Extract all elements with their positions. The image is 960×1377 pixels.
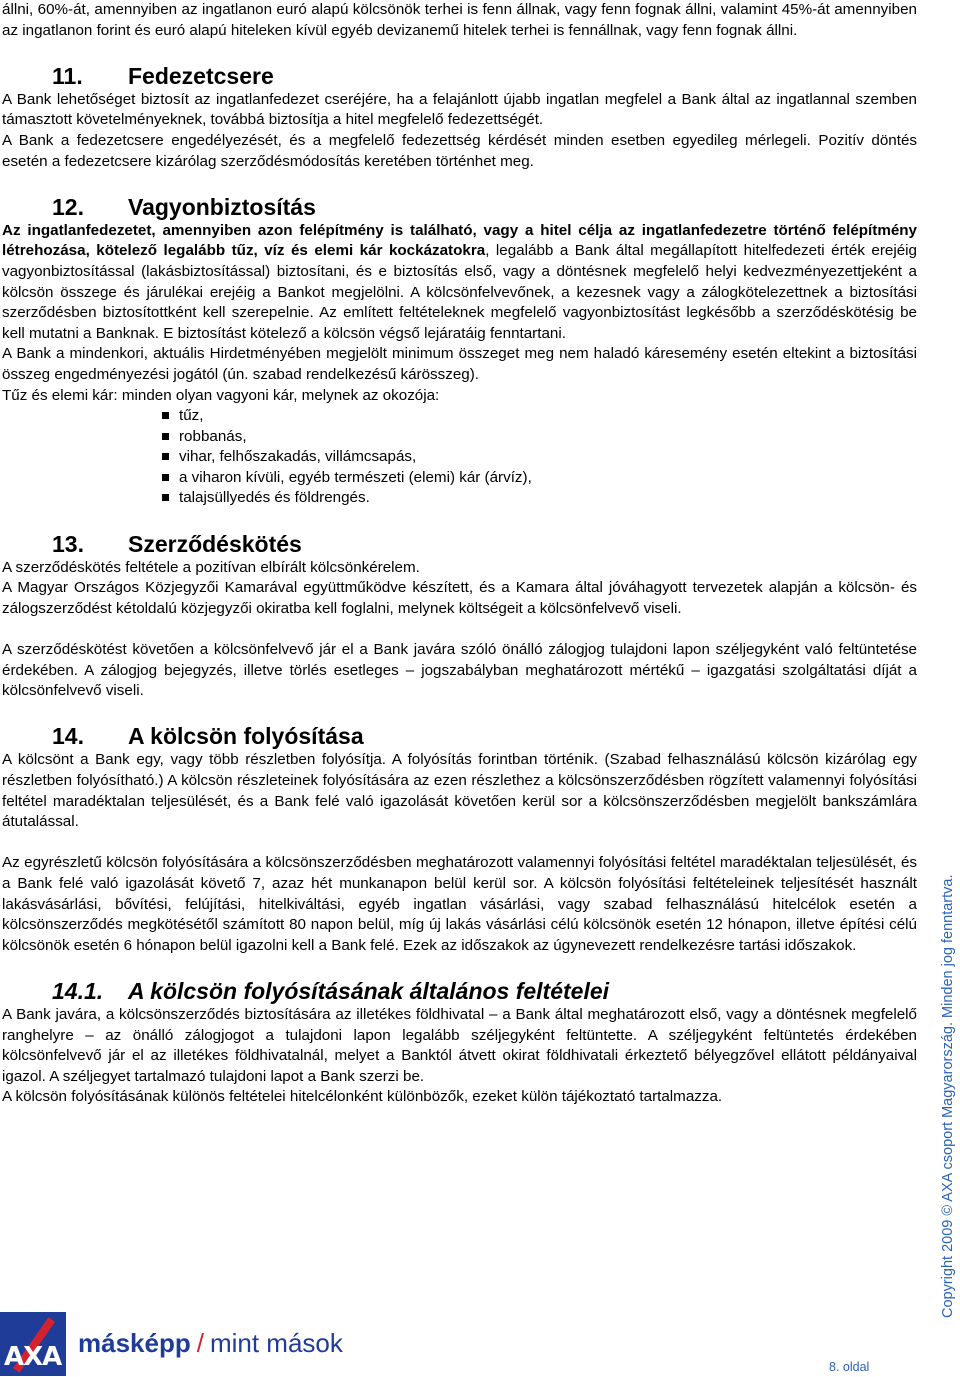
paragraph: A Bank a mindenkori, aktuális Hirdetményében megjelölt minimum összeget meg nem haladó káresemény esetén eltekint a biztosítási összeg engedményezési jogától (ún. szabad rendelkezésű kárösszeg). bbox=[2, 345, 917, 383]
paragraph: A Bank javára, a kölcsönszerződés biztosítására az illetékes földhivatal – a Bank által meghatározott első, vagy a döntésnek megfelelő ranghelyre – az önálló zálogjogot a tulajdoni lapon legalább széljegyként feltüntette. A széljegyként feltüntetés érdekében kölcsönfelvevő jár el az illetékes földhivatalnál, melyet a Banktól átvett okirat földhivatali érkeztető bélyegzővel ellátott példányaival igazol. A széljegyet tartalmazó tulajdoni lapot a Bank szerzi be. bbox=[2, 1005, 917, 1085]
list-item: a viharon kívüli, egyéb természeti (elemi) kár (árvíz), bbox=[162, 468, 917, 489]
page-number: 8. oldal bbox=[829, 1360, 870, 1374]
paragraph: A Bank lehetőséget biztosít az ingatlanfedezet cseréjére, ha a felajánlott újabb ingatlan megfelel a Bank által az ingatlannal szemben támasztott követelményeknek, továbbá biztosítja a hitel megfelelő fedezettségét. bbox=[2, 90, 917, 129]
footer-logo bbox=[0, 1310, 343, 1377]
paragraph: A kölcsön folyósításának különös feltételei hitelcélonként különbözők, ezeket külön tájékoztató tartalmazza. bbox=[2, 1088, 723, 1106]
copyright-notice: Copyright 2009 © AXA csoport Magyarország. Minden jog fenntartva. bbox=[940, 874, 956, 1318]
section-heading-13: 13. Szerződéskötés bbox=[52, 530, 302, 557]
section-heading-14-1: 14.1. A kölcsön folyósításának általános feltételei bbox=[52, 977, 610, 1004]
paragraph: Az egyrészletű kölcsön folyósítására a kölcsönszerződésben meghatározott valamennyi folyósítási feltétel maradéktalan teljesülését, és a Bank felé való igazolását követő 7, azaz hét munkanapon belül kerül sor. A kölcsön folyósítási feltételeinek teljesítését használt lakásvásárlási, bővítési, felújítási, hitelkiváltási, egyéb ingatlan vásárlási, vagy szabad felhasználású hitelcélok esetén a kölcsönszerződés megkötésétől számított 80 napon belül, míg új lakás vásárlási célú kölcsönök esetén 12 hónapon, illetve építési célú kölcsönök esetén 6 hónapon belül igazolni kell a Bank felé. Ezek az időszakok az úgynevezett rendelkezésre tartási időszakok. bbox=[2, 854, 917, 954]
section-heading-11: 11. Fedezetcsere bbox=[52, 62, 274, 89]
section-heading-12: 12. Vagyonbiztosítás bbox=[52, 193, 316, 220]
intro-paragraph: állni, 60%-át, amennyiben az ingatlanon euró alapú kölcsönök terhei is fenn állnak, vagy fenn fognak állni, valamint 45%-át amennyiben az ingatlanon forint és euró alapú hiteleken kívül egyéb devizanemű hitelek terhei is fennállnak, vagy fenn fognak állni. bbox=[2, 1, 917, 39]
paragraph: A Magyar Országos Közjegyzői Kamarával együttműködve készített, és a Kamara által jóváhagyott tervezetek alapján a kölcsön- és zálogszerződést kétoldalú közjegyzői okiratba kell foglalni, melynek költségeit a kölcsönfelvevő viseli. bbox=[2, 579, 917, 617]
paragraph: A kölcsönt a Bank egy, vagy több részletben folyósítja. A folyósítás forintban történik. (Szabad felhasználású kölcsön kizárólag egy részletben folyósítható.) A kölcsön részleteinek folyósítására az ezen részlethez a kölcsönszerződésben rögzített valamennyi folyósítási feltétel maradéktalan teljesülését, és a Bank felé való igazolását követően kerül sor a kölcsönszerződésben megjelölt bankszámlára átutalással. bbox=[2, 751, 917, 831]
paragraph: A szerződéskötés feltétele a pozitívan elbírált kölcsönkérelem. bbox=[2, 558, 420, 576]
slogan: másképp / mint mások bbox=[78, 1328, 343, 1358]
bullet-list bbox=[2, 406, 917, 509]
list-item: robbanás, bbox=[162, 427, 917, 448]
list-item: talajsüllyedés és földrengés. bbox=[162, 488, 917, 509]
axa-logo-icon: AXA bbox=[0, 1312, 66, 1376]
list-item: vihar, felhőszakadás, villámcsapás, bbox=[162, 447, 917, 468]
section-heading-14: 14. A kölcsön folyósítása bbox=[52, 723, 364, 750]
paragraph: Tűz és elemi kár: minden olyan vagyoni kár, melynek az okozója: bbox=[2, 386, 440, 404]
paragraph: A szerződéskötést követően a kölcsönfelvevő jár el a Bank javára szóló önálló zálogjog tulajdoni lapon széljegyként való feltüntetése érdekében. A zálogjog bejegyzés, illetve törlés esetleges – jogszabályban meghatározott mértékű – igazgatási szolgáltatási díját a kölcsönfelvevő viseli. bbox=[2, 641, 917, 700]
paragraph: Az ingatlanfedezetet, amennyiben azon felépítmény is található, vagy a hitel célja az ingatlanfedezetre történő felépítmény létrehozása, kötelező legalább tűz, víz és elemi kár kockázatokra, legalább a Bank által megállapított hitelfedezeti érték erejéig vagyonbiztosítással (lakásbiztosítással) biztosítani, és e biztosítás első, vagy a döntésnek megfelelő helyi kedvezményezettjeként a kölcsön összege és járulékai erejéig a Bankot megjelölni. A kölcsönfelvevőnek, a kezesnek vagy a zálogkötelezettnek a biztosítási szerződésben biztosítottként kell szerepelnie. Az említett feltételeknek megfelelő vagyonbiztosítást legkésőbb a szerződéskötésig be kell mutatni a Banknak. E biztosítást kötelező a kölcsön végső lejáratáig fenntartani. bbox=[2, 221, 917, 342]
document-body bbox=[2, 0, 917, 1108]
list-item: tűz, bbox=[162, 406, 917, 427]
paragraph: A Bank a fedezetcsere engedélyezését, és a megfelelő fedezettség kérdését minden esetben egyedileg mérlegeli. Pozitív döntés esetén a fedezetcsere kizárólag szerződésmódosítás keretében történhet meg. bbox=[2, 131, 917, 170]
